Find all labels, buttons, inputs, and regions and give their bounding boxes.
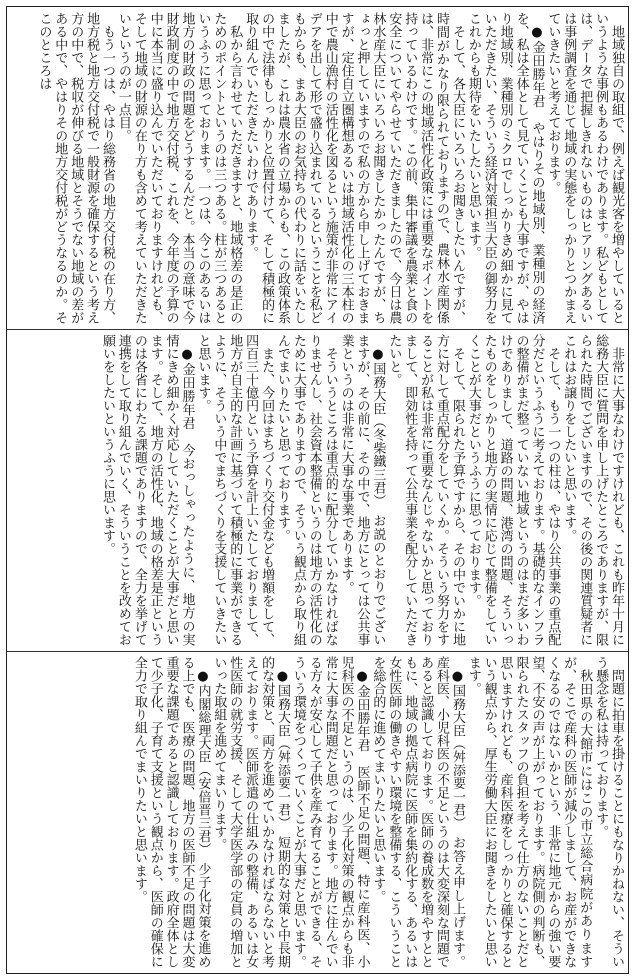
paragraph: ●国務大臣（舛添要一君） 短期的な対策と中長期的な対策と、両方を進めていかなければならないと考えております。医師派遣の仕組みの整備、あるいは女性医師の就労支援、そして大学医学部の定員の増加といった取組を進めてまいります。 [211, 656, 290, 968]
paragraph: そして、限られた予算ですから、その中でいかに地方に対して重点配分をしていくか。そういう努力をすることが私は非常に重要なんじゃないかと思っておりまして、即効性を持って公共事業を配分していただきたいと。 [386, 334, 465, 646]
tier-text [7, 651, 628, 973]
paragraph: そして、各大臣にいろいろお聞きしたいんですが、時間がかなり限られておりますので、農林水産関係は、非常にこの地域活性化政策には重要なポイントを持っているわけです。この前、集中審議を農業と食の安全についてやらせていただきましたので、今日は農林水産大臣にいろいろお聞きしたかったんですが、ちょっと押していますので私の方から申し上げておきますが、定住自立圏構想あるいは地域活性化の三本柱の中で農山漁村の活性化を図るという施策が非常にアイデアを出して形で盛り込まれているということを私どもからも、まあ大臣のお気持ちの代わりに話をいたしましたが、これは農水省の立場からも、この政策体系の中で法律もしっかりと位置付けて、そして積極的に取り組んでいただきたいわけであります。 [243, 12, 465, 324]
upper-tier [7, 7, 628, 330]
paragraph: ●金田勝年君 やはりその地域別、業種別の経済を、私は全体として見ていくことも大事ですが、やはり地域別、業種別のミクロでしっかりきめ細かに見ていただきたい、そういう経済対策担当大臣の御努力をこれからも期待をいたしたいと思います。 [465, 12, 545, 324]
paragraph: そして、もう一つの柱は、やはり公共事業の重点配分だというふうに考えております。基礎的なインフラの整備がまだ整っていない地域というのはまだ多いわけでありまして、道路の問題、港湾の問題、そういったものをしっかりと地方の実情に応じて整備をしていくことが大事だというふうに思っております。 [465, 334, 561, 646]
paragraph: ●金田勝年君 医師不足の問題、特に産科医、小児科医の不足というのは、少子化対策の観点からも非常に大事な問題だと思っております。地方に住んでいる方々が安心して子供を産み育てることができる、そういう環境をつくっていくことが大事だと思います。 [290, 656, 370, 968]
tier-text [7, 7, 628, 329]
document-page [6, 6, 629, 974]
paragraph: ●国務大臣（舛添要一君） お答え申し上げます。産科医、小児科医の不足というのは大変深刻な問題であると認識しております。医師の養成数を増やすとともに、地域の拠点病院に医師を集約化する、あるいは女性医師の働きやすい環境を整備する、こういうことを総合的に進めてまいりたいと思います。 [370, 656, 465, 968]
paragraph: ●金田勝年君 今おっしゃったように、地方の実情にきめ細かく対応していただくことが大事だと思います。そして、地方の活性化、地域の格差是正というのは各省にわたる課題でありますので、全力を挙げて連携をして取り組んでいく、そういうことを改めてお願いをしたいというふうに思います。 [100, 334, 195, 646]
paragraph: 秋田県の大館市にはこの市立総合病院がありますが、そこで産科の医師が減少しまして、お産ができなくなるのではないかという、非常に地元からの強い要望、不安の声が上がっております。病院側の判断も、限られたスタッフの負担を考えて仕方のないことだと思いますけれども、産科医療をしっかりと確保するという観点から、厚生労働大臣にお聞きをしたいと思います。 [465, 656, 593, 968]
lower-tier [7, 651, 628, 973]
tier-text [7, 329, 628, 651]
paragraph: 地域独自の取組で、例えば観光客を増やしているというような事例もあるわけであります。私どもとしては、データで把握しきれないものはヒアリングあるいは事例調査を通じて地域の実態をしっかりとつかまえていきたいと考えております。 [545, 12, 624, 324]
paragraph: ●内閣総理大臣（安倍晋三君） 少子化対策を進める上でも、医療の問題、地方の医師不足の問題は大変重要な課題であると認識しております。政府全体として少子化、子育て支援という観点から、医師の確保に全力で取り組んでまいりたいと思います。 [131, 656, 211, 968]
middle-tier [7, 329, 628, 652]
paragraph: ●国務大臣（冬柴鐵三君） お説のとおりでございますが、その前に、その中で、地方にとっては公共事業というのは非常に大事な事業であります。 [338, 334, 386, 646]
paragraph: もう一つは、やはり総務省の地方交付税の在り方、地方税と地方交付税で一般財源を確保するという考え方の中で、税収が伸びる地域とそうでない地域の差がある中で、やはりその地方交付税がどうなるのか。そこのところは [36, 12, 115, 324]
paragraph: 私から言わせていただきますと、地域格差の是正のためのポイントというのは三つある。柱が三つあるというふうに思っております。一つは、今このあるいは地方の財政の問題をどうするんだと。本当の意味で今財政制度の中で地方交付税、これを、今年度の予算の中に本当に盛り込んでいただいておりますけれども、そして地域の財源の在り方も含めて考えていただきたいというのが一点目。 [115, 12, 243, 324]
paragraph: また、今回はまちづくり交付金なども増額をして、四百三十億円という予算を計上いたしておりまして、地方が自主的な計画に基づいて積極的に事業ができるように、そういう中でまちづくりを支援していきたいと思います。 [195, 334, 275, 646]
paragraph: そういうところは重点的に配分していかなければなりませんし、社会資本整備というのは地方の活性化のために大事でありますので、そういう観点から取り組んでまいりたいと思っております。 [274, 334, 338, 646]
paragraph: 非常に大事なわけですけれども、これも昨年十月に総務大臣に質問を申し上げたところでありますが、限られた時間でございますので、その後の関連質疑者にこれはお譲りをしたいと思います。 [561, 334, 624, 646]
paragraph: 問題に拍車を掛けることにもなりかねない、そういう懸念を私は持っております。 [593, 656, 624, 968]
